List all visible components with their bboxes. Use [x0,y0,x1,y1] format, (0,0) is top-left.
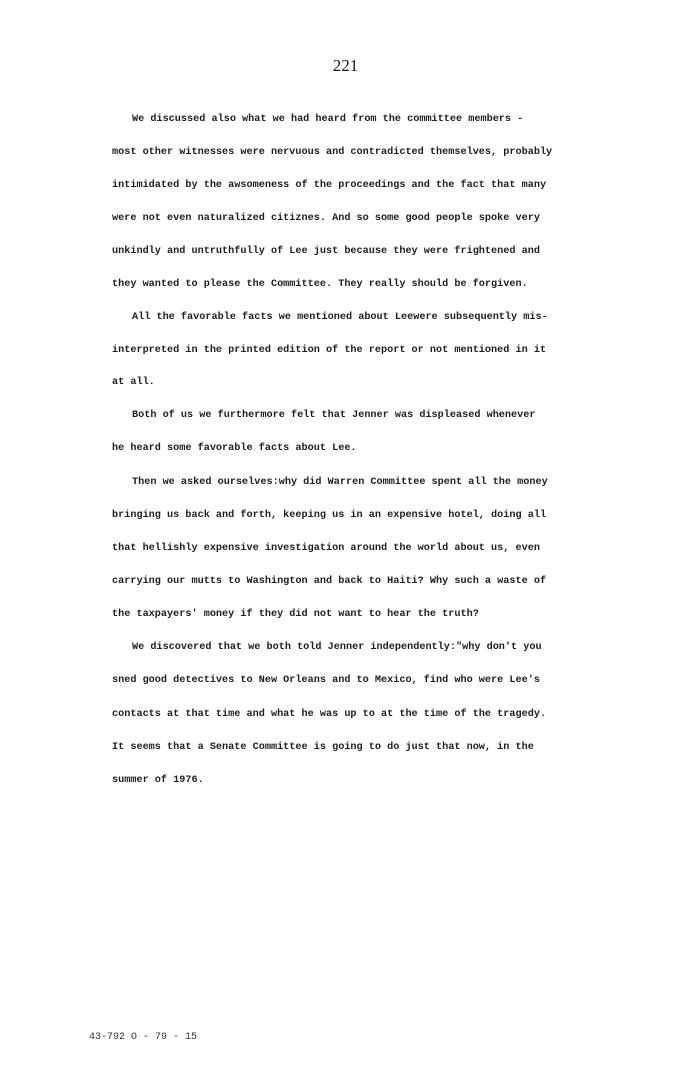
text-line: most other witnesses were nervuous and contradicted themselves, probably [112,147,553,158]
text-line: the taxpayers' money if they did not want to hear the truth? [112,609,479,620]
text-line: carrying our mutts to Washington and back to Haiti? Why such a waste of [112,576,547,587]
text-line: We discovered that we both told Jenner independently:"why don't you [132,642,542,653]
text-line: he heard some favorable facts about Lee. [112,443,357,454]
text-line: were not even naturalized citiznes. And so some good people spoke very [112,213,540,224]
text-line: All the favorable facts we mentioned about Leewere subsequently mis- [132,312,548,323]
text-line: at all. [112,377,155,388]
text-line: bringing us back and forth, keeping us in an expensive hotel, doing all [112,510,547,521]
text-line: interpreted in the printed edition of the report or not mentioned in it [112,345,547,356]
text-line: intimidated by the awsomeness of the proceedings and the fact that many [112,180,547,191]
footer-code: 43-792 O - 79 - 15 [89,1032,198,1043]
text-line: contacts at that time and what he was up to at the time of the tragedy. [112,709,547,720]
text-line: Both of us we furthermore felt that Jenner was displeased whenever [132,410,536,421]
text-line: Then we asked ourselves:why did Warren Committee spent all the money [132,477,548,488]
text-line: We discussed also what we had heard from the committee members - [132,114,524,125]
text-line: unkindly and untruthfully of Lee just because they were frightened and [112,246,540,257]
page-number: 221 [332,56,359,75]
text-line: sned good detectives to New Orleans and to Mexico, find who were Lee's [112,675,540,686]
text-line: they wanted to please the Committee. They really should be forgiven. [112,279,528,290]
text-line: summer of 1976. [112,775,204,786]
text-line: It seems that a Senate Committee is going to do just that now, in the [112,742,534,753]
text-line: that hellishly expensive investigation around the world about us, even [112,543,540,554]
